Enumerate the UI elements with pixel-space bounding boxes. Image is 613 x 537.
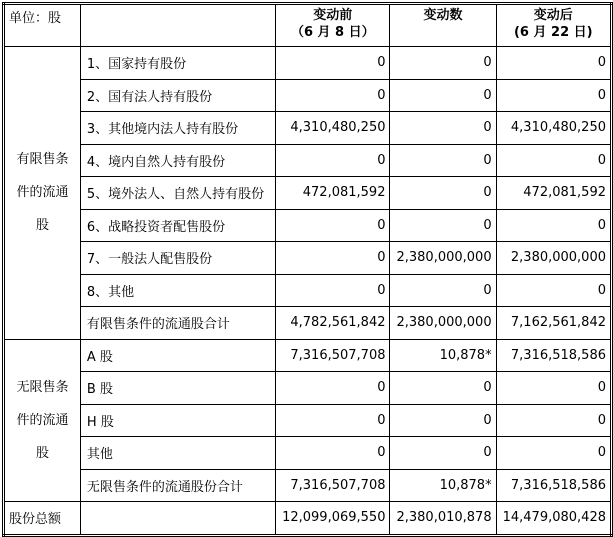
value-before: 0 bbox=[276, 437, 390, 470]
value-after: 0 bbox=[496, 274, 611, 307]
table-row bbox=[4, 307, 612, 340]
value-change: 10,878* bbox=[390, 469, 496, 502]
value-before: 4,310,480,250 bbox=[276, 112, 390, 145]
total-row bbox=[4, 502, 612, 536]
group-label-line: 件的流通 bbox=[16, 185, 69, 201]
value-change: 0 bbox=[390, 404, 496, 437]
row-label: B 股 bbox=[80, 372, 275, 405]
value-change: 10,878* bbox=[390, 339, 496, 372]
row-label: A 股 bbox=[80, 339, 275, 372]
table-row bbox=[4, 274, 612, 307]
group-label-line: 股 bbox=[35, 218, 49, 234]
table-row bbox=[4, 144, 612, 177]
total-label: 股份总额 bbox=[4, 502, 81, 536]
value-change: 0 bbox=[390, 47, 496, 80]
header-row bbox=[4, 4, 612, 47]
table-row bbox=[4, 404, 612, 437]
value-after: 7,316,518,586 bbox=[496, 339, 611, 372]
value-before: 0 bbox=[276, 404, 390, 437]
value-change: 2,380,000,000 bbox=[390, 307, 496, 340]
group-label-line: 件的流通 bbox=[16, 412, 69, 428]
value-change: 0 bbox=[390, 437, 496, 470]
value-before: 0 bbox=[276, 47, 390, 80]
table-row bbox=[4, 372, 612, 405]
row-label: 有限售条件的流通股合计 bbox=[80, 307, 275, 340]
row-label: 其他 bbox=[80, 437, 275, 470]
row-label: 8、其他 bbox=[80, 274, 275, 307]
header-after-date: (6 月 22 日) bbox=[513, 25, 593, 40]
value-change: 0 bbox=[390, 79, 496, 112]
value-after: 0 bbox=[496, 372, 611, 405]
group-label-line: 无限售条 bbox=[16, 379, 69, 395]
header-before bbox=[276, 4, 390, 47]
total-after: 14,479,080,428 bbox=[496, 502, 611, 536]
header-after-title: 变动后 bbox=[533, 8, 573, 23]
value-after: 4,310,480,250 bbox=[496, 112, 611, 145]
row-label: 3、其他境内法人持有股份 bbox=[80, 112, 275, 145]
value-after: 7,162,561,842 bbox=[496, 307, 611, 340]
value-before: 0 bbox=[276, 144, 390, 177]
value-before: 7,316,507,708 bbox=[276, 339, 390, 372]
group-label bbox=[4, 47, 81, 340]
value-after: 0 bbox=[496, 209, 611, 242]
value-before: 0 bbox=[276, 242, 390, 275]
value-change: 0 bbox=[390, 177, 496, 210]
value-before: 7,316,507,708 bbox=[276, 469, 390, 502]
table-row bbox=[4, 47, 612, 80]
table-row bbox=[4, 79, 612, 112]
value-after: 7,316,518,586 bbox=[496, 469, 611, 502]
header-before-title: 变动前 bbox=[313, 8, 353, 23]
value-before: 0 bbox=[276, 209, 390, 242]
value-after: 0 bbox=[496, 79, 611, 112]
value-after: 2,380,000,000 bbox=[496, 242, 611, 275]
value-after: 0 bbox=[496, 437, 611, 470]
table-row bbox=[4, 469, 612, 502]
value-after: 0 bbox=[496, 144, 611, 177]
table-row bbox=[4, 209, 612, 242]
value-change: 2,380,000,000 bbox=[390, 242, 496, 275]
total-change: 2,380,010,878 bbox=[390, 502, 496, 536]
value-before: 472,081,592 bbox=[276, 177, 390, 210]
value-before: 0 bbox=[276, 274, 390, 307]
group-label-line: 股 bbox=[35, 445, 49, 461]
header-change-title: 变动数 bbox=[423, 8, 463, 23]
group-label-line: 有限售条 bbox=[16, 152, 69, 168]
value-change: 0 bbox=[390, 144, 496, 177]
share-change-table bbox=[2, 2, 613, 537]
value-before: 0 bbox=[276, 372, 390, 405]
value-change: 0 bbox=[390, 274, 496, 307]
header-before-date: （6 月 8 日） bbox=[290, 25, 375, 40]
value-change: 0 bbox=[390, 209, 496, 242]
row-label: 4、境内自然人持有股份 bbox=[80, 144, 275, 177]
total-before: 12,099,069,550 bbox=[276, 502, 390, 536]
value-after: 0 bbox=[496, 47, 611, 80]
header-after bbox=[496, 4, 611, 47]
row-label: 6、战略投资者配售股份 bbox=[80, 209, 275, 242]
table-row bbox=[4, 339, 612, 372]
header-blank bbox=[80, 4, 275, 47]
row-label: 1、国家持有股份 bbox=[80, 47, 275, 80]
value-before: 0 bbox=[276, 79, 390, 112]
value-change: 0 bbox=[390, 372, 496, 405]
value-before: 4,782,561,842 bbox=[276, 307, 390, 340]
row-label: H 股 bbox=[80, 404, 275, 437]
table-row bbox=[4, 437, 612, 470]
unit-label: 单位：股 bbox=[4, 4, 81, 47]
table-row bbox=[4, 177, 612, 210]
row-label: 5、境外法人、自然人持有股份 bbox=[80, 177, 275, 210]
value-after: 472,081,592 bbox=[496, 177, 611, 210]
table-row bbox=[4, 112, 612, 145]
total-blank bbox=[80, 502, 275, 536]
row-label: 7、一般法人配售股份 bbox=[80, 242, 275, 275]
table-row bbox=[4, 242, 612, 275]
group-label bbox=[4, 339, 81, 502]
value-change: 0 bbox=[390, 112, 496, 145]
row-label: 2、国有法人持有股份 bbox=[80, 79, 275, 112]
header-change bbox=[390, 4, 496, 47]
row-label: 无限售条件的流通股份合计 bbox=[80, 469, 275, 502]
value-after: 0 bbox=[496, 404, 611, 437]
